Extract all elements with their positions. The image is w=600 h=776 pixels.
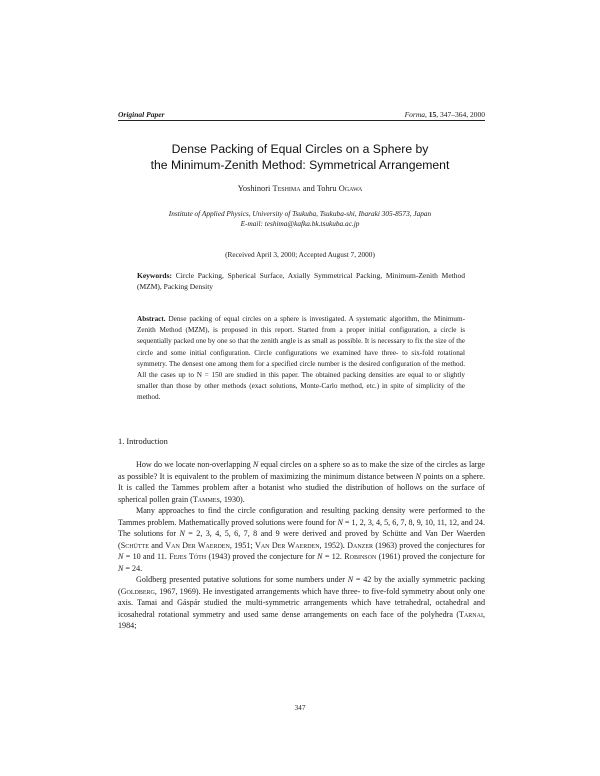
body-text <box>118 459 485 632</box>
text-run: = 12. <box>322 552 345 561</box>
math-n: N <box>347 575 354 584</box>
math-n: N <box>179 529 185 538</box>
text-run: Goldberg presented putative solutions for some numbers under <box>136 575 348 584</box>
text-run: (1961) proved the conjecture for <box>376 552 486 561</box>
journal-pages-year: , 347–364, 2000 <box>436 110 485 119</box>
keywords-label: Keywords: <box>137 271 172 280</box>
math-n: N <box>252 460 259 469</box>
text-run: How do we locate non-overlapping <box>136 460 253 469</box>
text-run: = 10 and 11. <box>123 552 170 561</box>
affiliation-address: Institute of Applied Physics, University of Tsukuba, Tsukuba-shi, Ibaraki 305-8573, Japan <box>168 209 432 218</box>
citation-author: Schütte <box>120 540 149 550</box>
citation-author: Van Der Waerden <box>165 540 230 550</box>
paper-title <box>100 141 500 173</box>
title-line-2: the Minimum-Zenith Method: Symmetrical Arrangement <box>150 158 450 172</box>
journal-citation: Forma, 15, 347–364, 2000 <box>404 110 485 119</box>
page-number: 347 <box>294 703 306 712</box>
text-run: , 1967, 1969). He investigated arrangements which have three- to five-fold symmetry about only one axis. Tamai and Gáspár studied the multi-symmetric arrangements which have tetrahedral, octahedral and icosahedral rotational symmetry and used same dense arrangements on each face of the polyhedra ( <box>118 586 485 619</box>
text-run: = 24. <box>123 563 143 573</box>
text-run: points on a sphere. It is called the Tammes problem after a botanist who studied the distribution of hollows on the surface of spherical pollen grain ( <box>118 471 486 504</box>
title-line-1: Dense Packing of Equal Circles on a Sphere by <box>171 142 429 156</box>
paragraph-1 <box>118 459 485 505</box>
author-1-last: Teshima <box>272 184 301 193</box>
affiliation-email: E-mail: teshima@kafka.bk.tsukuba.ac.jp <box>240 219 360 228</box>
text-run: (1963) proved the conjectures for <box>373 540 485 550</box>
journal-volume: 15 <box>428 110 437 119</box>
text-run: (1943) proved the conjecture for <box>206 552 318 561</box>
keywords-block <box>137 270 465 292</box>
author-list <box>100 184 500 194</box>
abstract-text: Dense packing of equal circles on a sphere is investigated. A systematic algorithm, the Minimum-Zenith Method (MZM), is proposed in this report. Started from a proper initial configuration, a circle is sequentially packed one by one so that the zenith angle is as small as possible. It is necessary to fix the size of the circle and some initial configuration. Circle configurations we examined have three- to six-fold rotational symmetry. The densest one among them for a specified circle number is the desired configuration of the method. All the cases up to N = 150 are studied in this paper. The obtained packing densities are equal to or slightly smaller than those by other methods (exact solutions, Monte-Carlo method, etc.) in spite of simplicity of the method. <box>137 315 465 402</box>
author-2-last: Ogawa <box>338 184 363 193</box>
citation-author: Fejes Tóth <box>169 552 207 561</box>
section-heading: 1. Introduction <box>118 437 168 446</box>
received-dates: (Received April 3, 2000; Accepted August 7, 2000) <box>225 250 375 259</box>
text-run: , 1984; <box>118 609 485 630</box>
math-n: N <box>317 552 323 561</box>
math-n: N <box>415 471 421 481</box>
text-run: , 1951; <box>229 540 255 550</box>
citation-author: Van Der Waerden <box>254 540 320 550</box>
math-n: N <box>337 517 343 527</box>
affiliation <box>100 209 500 229</box>
paragraph-2 <box>118 505 485 574</box>
header-rule <box>118 120 485 121</box>
keywords-text: Circle Packing, Spherical Surface, Axially Symmetrical Packing, Minimum-Zenith Method (MZM), Packing Density <box>137 271 465 291</box>
citation-author: Tarnai <box>459 609 483 619</box>
text-run: , 1930). <box>219 494 245 504</box>
text-run: and <box>148 540 166 550</box>
author-2-first: Tohru <box>316 184 339 193</box>
paragraph-3 <box>118 574 485 632</box>
text-run: = 1, 2, 3, 4, 5, 6, 7, 8, 9, 10, 11, 12, and 24. The solutions for <box>118 517 485 538</box>
citation-author: Tammes <box>192 494 220 504</box>
text-run: , 1952). <box>319 540 348 550</box>
text-run: Many approaches to find the circle configuration and resulting packing density were performed to the Tammes problem. Mathematically proved solutions were found for <box>118 506 485 527</box>
math-n: N <box>118 552 124 561</box>
citation-author: Robinson <box>344 552 377 561</box>
text-run: equal circles on a sphere so as to make the size of the circles as large as possible? It is equivalent to the problem of maximizing the minimum distance between <box>118 460 485 481</box>
author-and: and <box>300 184 317 193</box>
citation-author: Danzer <box>347 540 374 550</box>
article-type-label: Original Paper <box>118 110 165 119</box>
math-n: N <box>118 563 124 573</box>
abstract-block <box>137 314 465 404</box>
text-run: = 2, 3, 4, 5, 6, 7, 8 and 9 were derived and proved by Schütte and Van Der Waerden ( <box>118 529 485 550</box>
abstract-label: Abstract. <box>137 315 166 323</box>
text-run: = 42 by the axially symmetric packing ( <box>118 575 485 596</box>
journal-name: Forma <box>404 110 425 119</box>
author-1-first: Yoshinori <box>237 184 273 193</box>
citation-author: Goldberg <box>120 586 155 596</box>
